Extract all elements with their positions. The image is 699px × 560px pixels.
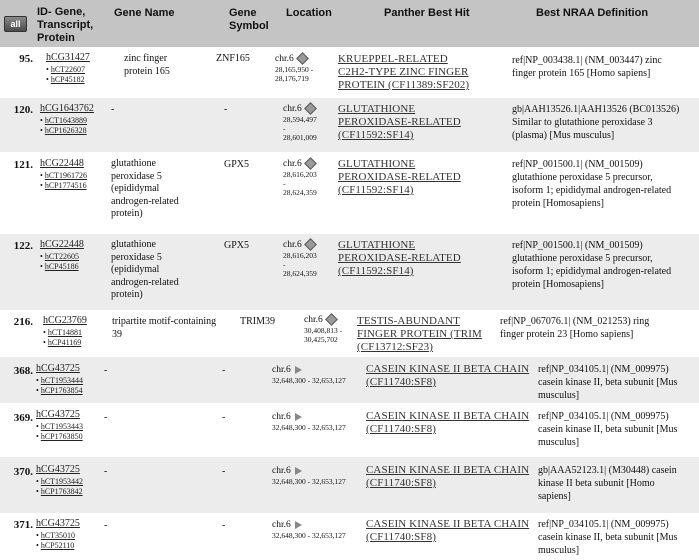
gene-name-line: (epididymal <box>111 183 160 194</box>
col-header-location[interactable]: Location <box>286 7 332 19</box>
protein-id-link[interactable]: hCP1626328 <box>44 125 87 135</box>
gene-id-link[interactable]: hCG43725 <box>36 518 80 529</box>
nraa-line: kinase II beta subunit [Homo <box>538 478 655 489</box>
transcript-id-link[interactable]: hCT35010 <box>40 530 76 540</box>
panther-link[interactable] <box>338 53 469 92</box>
location-cell <box>283 240 317 278</box>
col-header-id-line2: Transcript, <box>37 19 94 31</box>
nraa-line: ref|NP_001500.1| (NM_001509) <box>512 240 643 251</box>
gene-name-line: protein) <box>111 289 143 300</box>
protein-id-link[interactable]: hCP45186 <box>44 261 79 271</box>
gene-name-line: tripartite motif-containing <box>112 316 217 327</box>
panther-line: CASEIN KINASE II BETA CHAIN <box>366 410 530 422</box>
col-header-gene-symbol-line2: Symbol <box>229 20 269 32</box>
table-row <box>0 153 699 233</box>
gene-symbol: GPX5 <box>224 159 250 170</box>
nraa-line: glutathione peroxidase 5 precursor, <box>512 253 653 264</box>
id-cell: hCG31427 • hCT22607 • hCP45182 <box>46 52 90 84</box>
row-number: 122. <box>13 240 33 252</box>
map-arrow-icon[interactable] <box>295 467 302 475</box>
gene-id-link[interactable]: hCG31427 <box>46 52 90 63</box>
transcript-id-link[interactable]: hCT1643889 <box>44 115 88 125</box>
nraa-line: ref|NP_001500.1| (NM_001509) <box>512 159 643 170</box>
all-button[interactable]: all <box>4 16 27 32</box>
gene-id-link[interactable]: hCG43725 <box>36 464 80 475</box>
panther-line: (CF11740:SF8) <box>366 531 436 543</box>
panther-line: CASEIN KINASE II BETA CHAIN <box>366 518 530 530</box>
transcript-id-link[interactable]: hCT1961726 <box>44 170 88 180</box>
row-number: 95. <box>19 53 33 65</box>
chromosome: chr.6 <box>272 365 291 375</box>
nraa-line: glutathione peroxidase 5 precursor, <box>512 172 653 183</box>
nraa-line: finger protein 23 [Homo sapiens] <box>500 329 634 340</box>
table-row <box>0 457 699 513</box>
map-diamond-icon[interactable] <box>296 52 309 65</box>
gene-name-line: protein 165 <box>124 65 170 77</box>
panther-line: (CF13712:SF23) <box>357 341 433 353</box>
id-cell: hCG43725 • hCT1953443 • hCP1763850 <box>36 409 84 441</box>
panther-line: GLUTATHIONE <box>338 158 416 170</box>
panther-link[interactable] <box>366 363 529 389</box>
nraa-line: isoform 1; epididymal androgen-related <box>512 266 672 277</box>
gene-name-line: glutathione <box>111 239 156 250</box>
row-number: 120. <box>13 104 33 116</box>
protein-id-link[interactable]: hCP1763842 <box>40 486 83 496</box>
gene-symbol: ZNF165 <box>216 53 250 64</box>
col-header-gene-symbol-line1: Gene <box>229 7 257 19</box>
panther-line: CASEIN KINASE II BETA CHAIN <box>366 363 530 375</box>
protein-id-link[interactable]: hCP1763854 <box>40 385 83 395</box>
location-end: 28,176,719 <box>275 74 309 83</box>
col-header-nraa[interactable]: Best NRAA Definition <box>536 7 649 19</box>
panther-line: CASEIN KINASE II BETA CHAIN <box>366 464 530 476</box>
id-cell: hCG43725 • hCT1953442 • hCP1763842 <box>36 464 84 496</box>
map-arrow-icon[interactable] <box>295 366 302 374</box>
row-number: 121. <box>13 159 33 171</box>
nraa-line: casein kinase II, beta subunit [Mus <box>538 424 678 435</box>
panther-line: PEROXIDASE-RELATED <box>338 171 461 183</box>
location-start: 28,165,950 - <box>275 65 314 74</box>
id-cell: hCG43725 • hCT35010 • hCP52110 <box>36 518 80 550</box>
nraa-line: ref|NP_034105.1| (NM_009975) <box>538 411 669 422</box>
chromosome: chr.6 <box>283 104 302 114</box>
gene-symbol: TRIM39 <box>240 316 275 327</box>
location-end: 28,624,359 <box>283 269 317 278</box>
chromosome: chr.6 <box>272 520 291 530</box>
transcript-id-link[interactable]: hCT1953442 <box>40 476 84 486</box>
gene-symbol: GPX5 <box>224 240 250 251</box>
gene-symbol: - <box>222 365 226 376</box>
table-row <box>0 357 699 403</box>
panther-link[interactable] <box>366 464 529 490</box>
location-start: 28,616,203 <box>283 170 317 179</box>
map-diamond-icon[interactable] <box>304 238 317 251</box>
transcript-id-link[interactable]: hCT1953444 <box>40 375 84 385</box>
protein-id-link[interactable]: hCP45182 <box>50 74 85 84</box>
panther-line: KRUEPPEL-RELATED <box>338 53 448 65</box>
nraa-line: musculus] <box>538 545 580 556</box>
location-start: 28,594,497 <box>283 115 317 124</box>
table-row <box>0 514 699 560</box>
protein-id-link[interactable]: hCP52110 <box>40 540 75 550</box>
id-cell: hCG23769 • hCT14881 • hCP41169 <box>43 315 87 347</box>
nraa-line: ref|NP_067076.1| (NM_021253) ring <box>500 316 650 327</box>
nraa-line: (plasma) [Mus musculus] <box>512 130 615 141</box>
row-number: 216. <box>13 316 33 328</box>
location-cell <box>283 104 317 142</box>
nraa-definition <box>512 103 679 142</box>
panther-link[interactable] <box>366 518 529 544</box>
nraa-line: gb|AAA52123.1| (M30448) casein <box>538 465 677 476</box>
nraa-definition <box>538 464 677 503</box>
panther-link[interactable] <box>357 315 482 354</box>
gene-name-cell <box>124 53 170 78</box>
gene-id-link[interactable]: hCG43725 <box>36 363 80 374</box>
nraa-line: casein kinase II, beta subunit [Mus <box>538 532 678 543</box>
nraa-line: finger protein 165 [Homo sapiens] <box>512 68 651 79</box>
gene-id-link[interactable]: hCG1643762 <box>40 103 94 114</box>
gene-name-line: peroxidase 5 <box>111 251 162 263</box>
table-row <box>0 47 699 97</box>
nraa-definition <box>512 239 671 291</box>
col-header-id-line3: Protein <box>37 32 75 44</box>
gene-name-line: protein) <box>111 208 143 219</box>
id-cell: hCG22448 • hCT1961726 • hCP1774516 <box>40 158 88 190</box>
transcript-id-link[interactable]: hCT22605 <box>44 251 80 261</box>
gene-name-line: peroxidase 5 <box>111 170 162 182</box>
table-row <box>0 98 699 152</box>
chromosome: chr.6 <box>272 466 291 476</box>
gene-name: - <box>104 466 108 477</box>
gene-name: - <box>104 365 108 376</box>
panther-line: (CF11592:SF14) <box>338 265 414 277</box>
gene-id-link[interactable]: hCG22448 <box>40 158 84 169</box>
map-arrow-icon[interactable] <box>295 413 302 421</box>
chromosome: chr.6 <box>283 159 302 169</box>
location-end: 28,601,009 <box>283 133 317 142</box>
row-number: 369. <box>13 412 33 424</box>
protein-id-link[interactable]: hCP41169 <box>47 337 82 347</box>
gene-name-line: (epididymal <box>111 264 160 275</box>
gene-name-cell <box>111 158 179 221</box>
row-number: 368. <box>13 365 33 377</box>
table-row <box>0 311 699 356</box>
gene-name: - <box>104 412 108 423</box>
gene-symbol: - <box>224 104 228 115</box>
gene-name-cell <box>111 239 179 302</box>
location-start: 30,408,813 - <box>304 326 343 335</box>
nraa-definition <box>512 54 662 80</box>
gene-name-line: 39 <box>112 328 122 340</box>
nraa-line: ref|NP_003438.1| (NM_003447) zinc <box>512 55 662 66</box>
gene-symbol: - <box>222 466 226 477</box>
transcript-id-link[interactable]: hCT1953443 <box>40 421 84 431</box>
map-arrow-icon[interactable] <box>295 521 302 529</box>
gene-name-line: androgen-related <box>111 195 179 207</box>
location-cell <box>275 54 313 83</box>
panther-line: (CF11592:SF14) <box>338 184 414 196</box>
panther-line: (CF11740:SF8) <box>366 423 436 435</box>
location-cell <box>304 315 342 344</box>
gene-name: - <box>104 520 108 531</box>
location-cell <box>272 412 346 432</box>
panther-link[interactable] <box>338 103 461 142</box>
panther-line: PEROXIDASE-RELATED <box>338 116 461 128</box>
nraa-definition <box>538 363 677 402</box>
col-header-id[interactable] <box>37 6 93 45</box>
map-diamond-icon[interactable] <box>304 157 317 170</box>
location-range: 32,648,300 - 32,653,127 <box>272 477 346 486</box>
nraa-definition <box>538 410 677 449</box>
nraa-line: sapiens] <box>538 491 571 502</box>
gene-name-line: glutathione <box>111 158 156 169</box>
nraa-line: ref|NP_034105.1| (NM_009975) <box>538 519 669 530</box>
location-dash: - <box>283 260 286 269</box>
nraa-line: isoform 1; epididymal androgen-related <box>512 185 672 196</box>
nraa-line: ref|NP_034105.1| (NM_009975) <box>538 364 669 375</box>
gene-symbol: - <box>222 412 226 423</box>
panther-line: C2H2-TYPE ZINC FINGER <box>338 66 469 78</box>
nraa-definition <box>512 158 671 210</box>
location-range: 32,648,300 - 32,653,127 <box>272 423 346 432</box>
col-header-panther[interactable]: Panther Best Hit <box>384 7 470 19</box>
transcript-id-link[interactable]: hCT22607 <box>50 64 86 74</box>
chromosome: chr.6 <box>272 412 291 422</box>
row-number: 370. <box>13 466 33 478</box>
panther-line: (CF11740:SF8) <box>366 477 436 489</box>
location-cell <box>272 466 346 486</box>
chromosome: chr.6 <box>283 240 302 250</box>
protein-id-link[interactable]: hCP1774516 <box>44 180 87 190</box>
transcript-id-link[interactable]: hCT14881 <box>47 327 83 337</box>
table-header <box>0 0 699 47</box>
nraa-definition <box>538 518 677 557</box>
location-dash: - <box>283 179 286 188</box>
gene-id-link[interactable]: hCG23769 <box>43 315 87 326</box>
location-dash: - <box>283 124 286 133</box>
panther-line: PROTEIN (CF11389:SF202) <box>338 79 470 91</box>
col-header-id-line1: ID- Gene, <box>37 6 86 18</box>
id-cell: hCG1643762 • hCT1643889 • hCP1626328 <box>40 103 94 135</box>
nraa-line: casein kinase II, beta subunit [Mus <box>538 377 678 388</box>
nraa-line: musculus] <box>538 437 580 448</box>
location-range: 32,648,300 - 32,653,127 <box>272 531 346 540</box>
table-row <box>0 234 699 310</box>
panther-link[interactable] <box>338 239 461 278</box>
panther-line: PEROXIDASE-RELATED <box>338 252 461 264</box>
nraa-line: Similar to glutathione peroxidase 3 <box>512 117 653 128</box>
gene-name-line: androgen-related <box>111 276 179 288</box>
nraa-line: protein [Homosapiens] <box>512 279 604 290</box>
gene-name-line: zinc finger <box>124 53 168 64</box>
map-diamond-icon[interactable] <box>325 313 338 326</box>
chromosome: chr.6 <box>304 315 323 325</box>
location-end: 30,425,702 <box>304 335 338 344</box>
location-range: 32,648,300 - 32,653,127 <box>272 376 346 385</box>
location-end: 28,624,359 <box>283 188 317 197</box>
nraa-line: gb|AAH13526.1|AAH13526 (BC013526) <box>512 104 680 115</box>
panther-line: FINGER PROTEIN (TRIM <box>357 328 482 340</box>
id-cell: hCG43725 • hCT1953444 • hCP1763854 <box>36 363 84 395</box>
col-header-gene-name[interactable]: Gene Name <box>114 7 175 19</box>
gene-id-link[interactable]: hCG43725 <box>36 409 80 420</box>
panther-link[interactable] <box>338 158 461 197</box>
location-start: 28,616,203 <box>283 251 317 260</box>
gene-name-cell <box>112 316 216 341</box>
panther-link[interactable] <box>366 410 529 436</box>
protein-id-link[interactable]: hCP1763850 <box>40 431 83 441</box>
gene-id-link[interactable]: hCG22448 <box>40 239 84 250</box>
location-cell <box>272 520 346 540</box>
nraa-line: musculus] <box>538 390 580 401</box>
nraa-definition <box>500 315 649 341</box>
col-header-gene-symbol[interactable] <box>229 7 269 33</box>
panther-line: (CF11740:SF8) <box>366 376 436 388</box>
panther-line: GLUTATHIONE <box>338 239 416 251</box>
chromosome: chr.6 <box>275 54 294 64</box>
panther-line: (CF11592:SF14) <box>338 129 414 141</box>
panther-line: TESTIS-ABUNDANT <box>357 315 460 327</box>
table-row <box>0 404 699 456</box>
row-number: 371. <box>13 519 33 531</box>
map-diamond-icon[interactable] <box>304 102 317 115</box>
location-cell <box>283 159 317 197</box>
panther-line: GLUTATHIONE <box>338 103 416 115</box>
gene-symbol: - <box>222 520 226 531</box>
nraa-line: protein [Homosapiens] <box>512 198 604 209</box>
gene-name: - <box>111 104 115 115</box>
location-cell <box>272 365 346 385</box>
id-cell: hCG22448 • hCT22605 • hCP45186 <box>40 239 84 271</box>
